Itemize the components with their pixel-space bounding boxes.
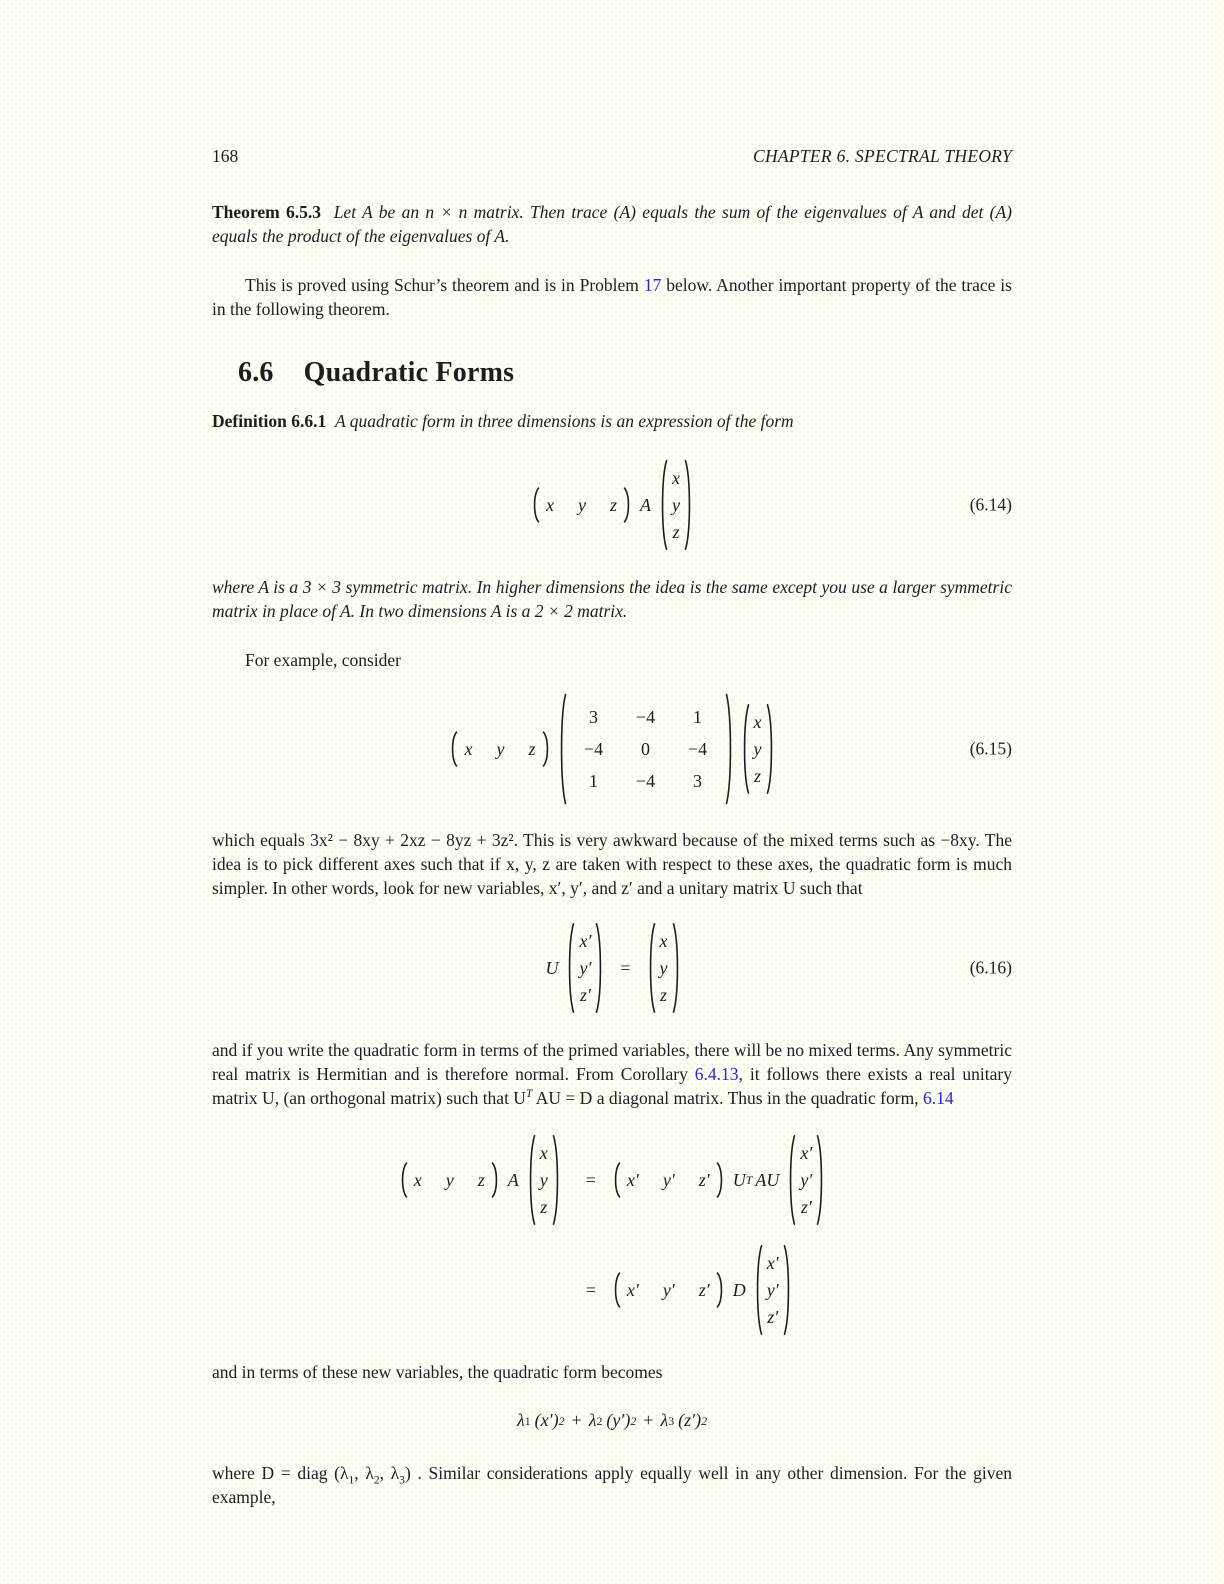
unitary-matrix-symbol: U [545, 958, 559, 978]
plus-sign: + [643, 1410, 654, 1430]
paragraph-where-d-text: where D = diag (λ [212, 1463, 349, 1483]
section-heading [212, 357, 1012, 389]
left-paren-glyph [612, 1162, 621, 1198]
column-vector-primed [787, 1132, 825, 1228]
equation-6-14-content [528, 457, 696, 553]
matrix-symbol-A: A [640, 495, 651, 515]
right-paren-glyph [542, 731, 551, 767]
lambda-term-1: λ 1 (x′) 2 [516, 1410, 565, 1430]
paragraph-and-if-text: and if you write the quadratic form in terms of the primed variables, there will be no mixed terms. Any symmetric real matrix is Hermitian and is therefore normal. From Corollary [212, 1040, 1012, 1084]
squared-variable: (x′) [534, 1410, 559, 1430]
matrix-symbol-A: A [507, 1169, 519, 1190]
transform-lhs [396, 1132, 564, 1228]
paragraph-and-in-terms: and in terms of these new variables, the quadratic form becomes [212, 1362, 663, 1382]
lambda-subscript: 3 [399, 1474, 405, 1487]
paragraph-schur [212, 273, 1012, 321]
vector-entry: z [672, 522, 680, 542]
matrix-cell: 3 [589, 707, 598, 727]
lambda-symbol: λ [516, 1410, 525, 1430]
coefficient-matrix [558, 690, 734, 808]
unitary-matrix-symbol: U [732, 1169, 746, 1190]
left-paren-glyph [531, 487, 540, 523]
left-paren-glyph [612, 1272, 621, 1308]
right-paren-glyph [623, 487, 632, 523]
diagonal-matrix-symbol: D [732, 1279, 746, 1300]
theorem-label: Theorem 6.5.3 [212, 202, 322, 222]
lambda-term-3: λ 3 (z′) 2 [660, 1410, 708, 1430]
corollary-6-4-13-link[interactable]: 6.4.13 [694, 1064, 739, 1084]
vector-entry: x [659, 931, 668, 951]
left-paren-glyph [527, 1133, 536, 1227]
lambda-subscript: 1 [348, 1474, 355, 1487]
row-vector-primed [612, 1271, 725, 1309]
right-paren-glyph [684, 458, 693, 552]
left-paren-glyph [787, 1133, 796, 1227]
page-header [212, 146, 1012, 167]
column-vector-primed [754, 1242, 792, 1338]
equation-6-14 [212, 457, 1012, 553]
left-paren-glyph [754, 1243, 763, 1337]
vector-entry: x′ [626, 1169, 639, 1190]
matrix-cell: 1 [693, 707, 702, 727]
equation-6-16 [212, 920, 1012, 1016]
left-paren-glyph [399, 1162, 408, 1198]
matrix-cell: −4 [635, 707, 656, 727]
paragraph-schur-text: This is proved using Schur’s theorem and is in Problem [245, 275, 644, 295]
paragraph-and-if-text: , it follows there exists a real unitary matrix U, (an orthogonal matrix) such that U [212, 1064, 1012, 1108]
paragraph-which-equals: which equals 3x² − 8xy + 2xz − 8yz + 3z². This is very awkward because of the mixed terms such as −8xy. The idea is to pick different axes such that if x, y, z are taken with respect to these axes, the quadratic form is much simpler. In other words, look for new variables, x′, y′, and z′ and a unitary matrix U such that [212, 830, 1012, 898]
right-paren-glyph [725, 691, 734, 807]
matrix-cell: 1 [589, 771, 598, 791]
right-paren-glyph [595, 921, 604, 1015]
row-vector-xyz [449, 730, 550, 768]
vector-entry: x [413, 1169, 422, 1190]
right-paren-glyph [716, 1162, 725, 1198]
column-vector-xyz [659, 457, 693, 553]
paragraph-schur-text: below. Another important property of the trace is in the following theorem. [212, 275, 1012, 319]
vector-entry: z [540, 1197, 548, 1217]
transform-spacer [396, 1242, 564, 1338]
vector-entry: z [609, 495, 617, 515]
right-paren-glyph [672, 921, 681, 1015]
definition-label: Definition 6.6.1 [212, 411, 327, 431]
vector-entry: y [577, 495, 586, 515]
vector-entry: z′ [800, 1197, 812, 1217]
definition-body: A quadratic form in three dimensions is an expression of the form [335, 411, 794, 431]
vector-entry: z′ [767, 1307, 779, 1327]
vector-entry: y′ [662, 1169, 675, 1190]
definition-6-6-1 [212, 409, 1012, 433]
vector-entry: z [753, 766, 761, 786]
section-title: Quadratic Forms [303, 357, 515, 388]
vector-entry: y′ [662, 1279, 675, 1300]
vector-entry: x [545, 495, 554, 515]
squared-variable: (z′) [678, 1410, 702, 1430]
paragraph-where-a: where A is a 3 × 3 symmetric matrix. In higher dimensions the idea is the same except you use a larger symmetric matrix in place of A. In two dimensions A is a 2 × 2 matrix. [212, 577, 1012, 621]
section-number: 6.6 [238, 357, 274, 388]
transpose-superscript: T [525, 1088, 533, 1101]
vector-entry: x [753, 712, 762, 732]
paragraph-where-d-text: , λ [354, 1463, 374, 1483]
vector-entry: z′ [698, 1279, 710, 1300]
equation-6-15 [212, 690, 1012, 808]
theorem-6-5-3 [212, 200, 1012, 248]
lambda-expression [212, 1410, 1012, 1431]
vector-entry: y′ [766, 1280, 779, 1300]
vector-entry: y [753, 739, 762, 759]
paragraph-and-if-text: AU = D a diagonal matrix. Thus in the quadratic form, [532, 1088, 923, 1108]
vector-entry: y [496, 739, 505, 759]
left-paren-glyph [566, 921, 575, 1015]
vector-entry: z [477, 1169, 485, 1190]
equation-transform-aligned [396, 1132, 829, 1338]
theorem-body: Let A be an n × n matrix. Then trace (A) equals the sum of the eigenvalues of A and det (A) equals the product of the eigenvalues of A. [212, 202, 1013, 246]
plus-sign: + [571, 1410, 582, 1430]
transform-rhs-2 [564, 1242, 829, 1338]
left-paren-glyph [659, 458, 668, 552]
matrix-cells [573, 708, 719, 790]
column-vector-xyz [741, 701, 775, 797]
vector-entry: z′ [698, 1169, 710, 1190]
vector-entry: z′ [579, 985, 591, 1005]
vector-entry: x [539, 1143, 548, 1163]
paragraph-and-if [212, 1038, 1012, 1110]
equals-sign: = [585, 1169, 596, 1190]
matrix-cell: −4 [583, 739, 604, 759]
vector-entry: z [660, 985, 668, 1005]
matrix-cell: 0 [641, 739, 650, 759]
equals-sign: = [620, 958, 631, 978]
row-vector-primed [612, 1161, 725, 1199]
transform-rhs-1 [564, 1132, 829, 1228]
right-paren-glyph [766, 702, 775, 796]
page-number: 168 [212, 146, 239, 166]
vector-entry: y′ [800, 1170, 813, 1190]
au-symbols: AU [755, 1169, 780, 1190]
lambda-symbol: λ [660, 1410, 669, 1430]
ut-au-product: U T AU [732, 1169, 780, 1190]
matrix-cell: 3 [693, 771, 702, 791]
vector-entry: y′ [579, 958, 592, 978]
vector-entry: x′ [766, 1253, 779, 1273]
left-paren-glyph [647, 921, 656, 1015]
paragraph-where-d-text: , λ [379, 1463, 400, 1483]
problem-17-link[interactable]: 17 [643, 275, 662, 295]
lambda-subscript: 2 [373, 1474, 380, 1487]
vector-entry: z [528, 739, 536, 759]
lambda-term-2: λ 2 (y′) 2 [588, 1410, 637, 1430]
right-paren-glyph [816, 1133, 825, 1227]
vector-entry: y [672, 495, 680, 515]
equation-tag-6-14: (6.14) [969, 494, 1012, 515]
right-paren-glyph [552, 1133, 561, 1227]
vector-entry: x [672, 468, 680, 488]
left-paren-glyph [558, 691, 567, 807]
vector-entry: y [539, 1170, 548, 1190]
left-paren-glyph [741, 702, 750, 796]
column-vector-primed [566, 920, 604, 1016]
left-paren-glyph [449, 731, 458, 767]
right-paren-glyph [716, 1272, 725, 1308]
vector-entry: x′ [800, 1143, 813, 1163]
equation-6-15-content [446, 690, 777, 808]
squared-variable: (y′) [606, 1410, 631, 1430]
vector-entry: x′ [579, 931, 592, 951]
equation-tag-6-15: (6.15) [969, 738, 1012, 759]
right-paren-glyph [783, 1243, 792, 1337]
paragraph-for-example: For example, consider [245, 650, 401, 670]
vector-entry: x [464, 739, 473, 759]
column-vector-xyz [647, 920, 681, 1016]
matrix-cell: −4 [635, 771, 656, 791]
right-paren-glyph [491, 1162, 500, 1198]
equation-6-16-content [540, 920, 683, 1016]
equation-tag-6-16: (6.16) [969, 957, 1012, 978]
equals-sign: = [585, 1279, 596, 1300]
row-vector-xyz [531, 486, 632, 524]
vector-entry: y [445, 1169, 454, 1190]
matrix-cell: −4 [687, 739, 708, 759]
lambda-symbol: λ [588, 1410, 597, 1430]
row-vector-xyz [399, 1161, 500, 1199]
equation-6-14-link[interactable]: 6.14 [922, 1088, 954, 1108]
chapter-running-title: CHAPTER 6. SPECTRAL THEORY [753, 146, 1012, 166]
vector-entry: x′ [626, 1279, 639, 1300]
paragraph-where-d-text: ) . Similar considerations apply equally well in any other dimension. For the given example, [212, 1463, 1012, 1507]
column-vector-xyz [527, 1132, 561, 1228]
paragraph-where-d [212, 1461, 1012, 1509]
vector-entry: y [659, 958, 668, 978]
page-content [212, 0, 1012, 1509]
